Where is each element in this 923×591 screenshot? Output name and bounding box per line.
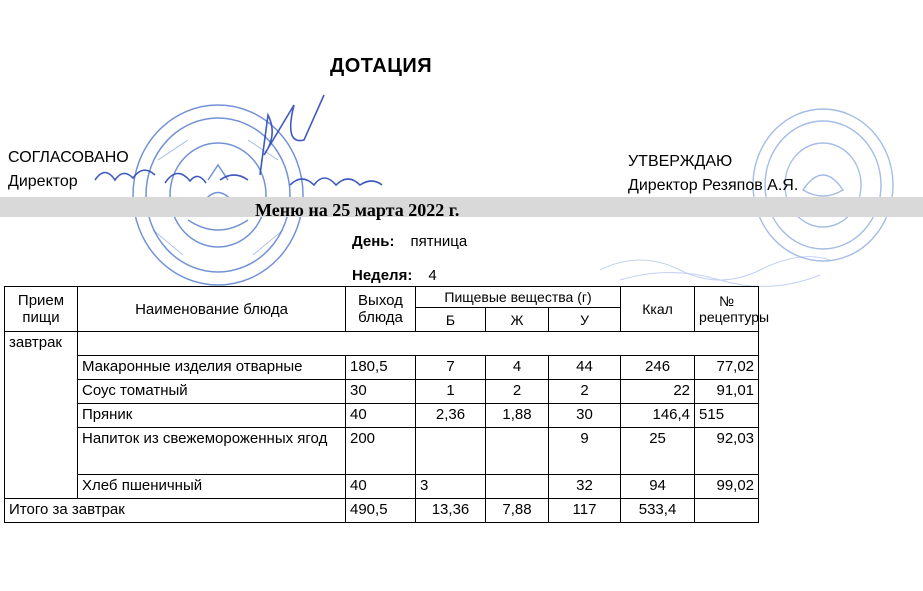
document-title: ДОТАЦИЯ xyxy=(330,55,433,77)
dish-kcal: 146,4 xyxy=(621,404,695,428)
approval-block-right xyxy=(628,150,798,198)
header-recipe: № рецептуры xyxy=(695,287,759,332)
header-dish: Наименование блюда xyxy=(78,287,346,332)
dish-fat: 4 xyxy=(486,356,549,380)
dish-yield: 180,5 xyxy=(346,356,416,380)
approval-right-director: Директор Резяпов А.Я. xyxy=(628,177,799,194)
day-label: День: xyxy=(352,233,395,250)
week-label: Неделя: xyxy=(352,267,413,284)
dish-carbs: 30 xyxy=(549,404,621,428)
header-protein: Б xyxy=(416,308,486,332)
dish-fat: 1,88 xyxy=(486,404,549,428)
day-value: пятница xyxy=(410,233,468,250)
dish-kcal: 246 xyxy=(621,356,695,380)
dish-carbs: 44 xyxy=(549,356,621,380)
dish-fat: 2 xyxy=(486,380,549,404)
menu-table xyxy=(4,286,770,523)
header-carbs: У xyxy=(549,308,621,332)
dish-kcal: 25 xyxy=(621,428,695,475)
dish-kcal: 22 xyxy=(621,380,695,404)
total-row xyxy=(5,499,759,523)
dish-recipe: 515 xyxy=(695,404,759,428)
dish-protein: 7 xyxy=(416,356,486,380)
approval-left-title: СОГЛАСОВАНО xyxy=(8,149,129,166)
dish-yield: 40 xyxy=(346,475,416,499)
dish-recipe: 77,02 xyxy=(695,356,759,380)
dish-recipe: 92,03 xyxy=(695,428,759,475)
dish-carbs: 9 xyxy=(549,428,621,475)
total-protein: 13,36 xyxy=(416,499,486,523)
dish-protein xyxy=(416,428,486,475)
menu-date-heading: Меню на 25 марта 2022 г. xyxy=(255,200,460,220)
dish-name: Напиток из свежемороженных ягод xyxy=(78,428,346,475)
scan-marks-right xyxy=(600,240,830,290)
header-meal: Прием пищи xyxy=(5,287,78,332)
scan-band xyxy=(0,197,923,217)
table-row xyxy=(5,428,759,475)
dish-carbs: 2 xyxy=(549,380,621,404)
dish-kcal: 94 xyxy=(621,475,695,499)
total-kcal: 533,4 xyxy=(621,499,695,523)
dish-recipe: 99,02 xyxy=(695,475,759,499)
week-value: 4 xyxy=(428,267,437,284)
total-fat: 7,88 xyxy=(486,499,549,523)
total-yield: 490,5 xyxy=(346,499,416,523)
dish-fat xyxy=(486,428,549,475)
week-line xyxy=(352,267,437,284)
dish-fat xyxy=(486,475,549,499)
total-recipe xyxy=(695,499,759,523)
dish-recipe: 91,01 xyxy=(695,380,759,404)
approval-left-director: Директор xyxy=(8,173,78,190)
dish-yield: 200 xyxy=(346,428,416,475)
dish-carbs: 32 xyxy=(549,475,621,499)
section-row xyxy=(5,332,759,356)
dish-name: Пряник xyxy=(78,404,346,428)
approval-block-left xyxy=(8,146,129,194)
dish-protein: 1 xyxy=(416,380,486,404)
approval-right-title: УТВЕРЖДАЮ xyxy=(628,153,733,170)
dish-protein: 3 xyxy=(416,475,486,499)
header-nutrients: Пищевые вещества (г) xyxy=(416,287,621,308)
dish-name: Соус томатный xyxy=(78,380,346,404)
total-label: Итого за завтрак xyxy=(5,499,346,523)
header-kcal: Ккал xyxy=(621,287,695,332)
day-line xyxy=(352,233,467,250)
table-row xyxy=(5,475,759,499)
table-row xyxy=(5,380,759,404)
total-carbs: 117 xyxy=(549,499,621,523)
table-row xyxy=(5,356,759,380)
dish-name: Хлеб пшеничный xyxy=(78,475,346,499)
section-spacer xyxy=(78,332,759,356)
dish-yield: 40 xyxy=(346,404,416,428)
dish-yield: 30 xyxy=(346,380,416,404)
signature-left xyxy=(90,95,420,195)
dish-protein: 2,36 xyxy=(416,404,486,428)
table-row xyxy=(5,404,759,428)
header-fat: Ж xyxy=(486,308,549,332)
dish-name: Макаронные изделия отварные xyxy=(78,356,346,380)
section-label: завтрак xyxy=(5,332,78,499)
header-yield: Выход блюда xyxy=(346,287,416,332)
